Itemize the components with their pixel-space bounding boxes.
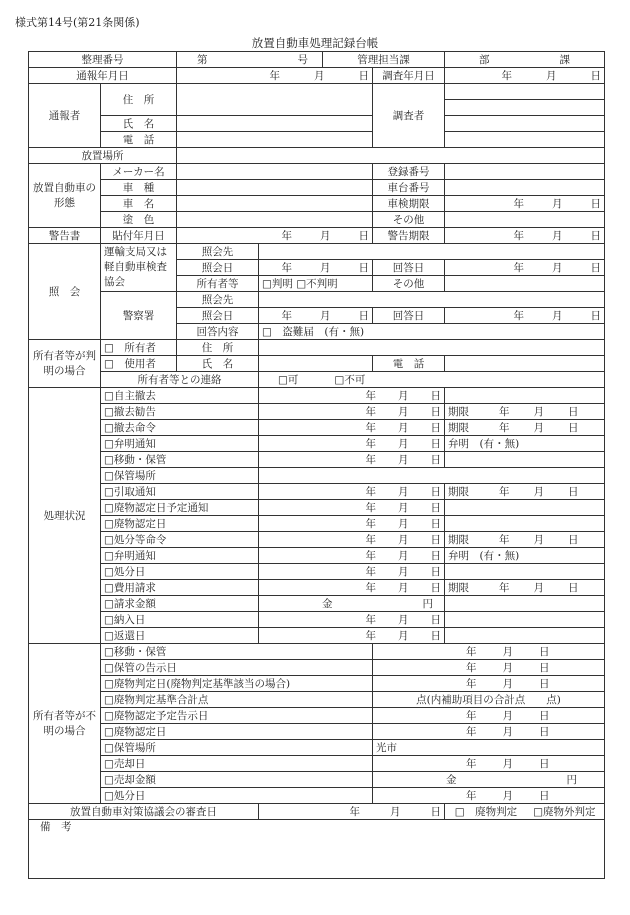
inquiry-dest-label-1: 照会先 [177, 244, 259, 260]
status-item-date[interactable]: 年 月 日 [259, 612, 445, 628]
council-date[interactable]: 年 月 日 [259, 804, 445, 820]
investigator-label: 調査者 [373, 84, 445, 148]
unknown-row [29, 724, 605, 740]
row-reporter-name [29, 116, 605, 132]
answer-date-field-1[interactable]: 年 月 日 [445, 260, 605, 276]
status-row [29, 580, 605, 596]
contact-cannot-checkbox[interactable]: □不可 [334, 373, 366, 386]
unknown-item-value[interactable]: 年 月 日 [373, 756, 605, 772]
status-item-name[interactable]: □撤去勧告 [101, 404, 259, 420]
owner-phone-label: 電 話 [373, 356, 445, 372]
notfound-checkbox[interactable]: □不判明 [296, 277, 338, 290]
vehicle-label: 放置自動車の形態 [29, 164, 101, 228]
status-item-date[interactable]: 年 月 日 [259, 564, 445, 580]
status-item-name[interactable]: □移動・保管 [101, 452, 259, 468]
inquiry-date-label-1: 照会日 [177, 260, 259, 276]
reg-label: 登録番号 [373, 164, 445, 180]
police-label: 警察署 [101, 292, 177, 340]
unknown-row [29, 740, 605, 756]
status-item-tail[interactable] [445, 500, 605, 516]
phone-label: 電 話 [101, 132, 177, 148]
status-item-tail[interactable] [445, 564, 605, 580]
investigator-field-2[interactable] [445, 100, 605, 116]
status-row [29, 516, 605, 532]
unknown-item-value[interactable]: 年 月 日 [373, 788, 605, 804]
status-row [29, 420, 605, 436]
row-report-date [29, 68, 605, 84]
warning-date-field[interactable]: 年 月 日 [177, 228, 373, 244]
investigator-field-1[interactable] [445, 84, 605, 100]
status-item-tail[interactable] [445, 516, 605, 532]
status-item-name[interactable]: □廃物認定日予定通知 [101, 500, 259, 516]
unknown-row [29, 676, 605, 692]
inquiry-label: 照 会 [29, 244, 101, 340]
report-date-field[interactable]: 年 月 日 [177, 68, 373, 84]
unknown-item-name[interactable]: □売却金額 [101, 772, 373, 788]
warning-limit-field[interactable]: 年 月 日 [445, 228, 605, 244]
council-label: 放置自動車対策協議会の審査日 [29, 804, 259, 820]
dept-field[interactable]: 部 課 [445, 52, 605, 68]
survey-date-field[interactable]: 年 月 日 [445, 68, 605, 84]
status-item-name[interactable]: □引取通知 [101, 484, 259, 500]
reporter-phone-field[interactable] [177, 132, 373, 148]
color-field[interactable] [177, 212, 373, 228]
status-item-tail[interactable] [445, 596, 605, 612]
dept-label: 管理担当課 [323, 52, 445, 68]
unknown-item-value[interactable]: 光市 [373, 740, 605, 756]
status-item-tail[interactable]: 期限 年 月 日 [445, 484, 605, 500]
inquiry-other-field[interactable] [445, 276, 605, 292]
status-item-tail[interactable] [445, 612, 605, 628]
maker-label: メーカー名 [101, 164, 177, 180]
unknown-item-name[interactable]: □売却日 [101, 756, 373, 772]
status-item-tail[interactable]: 期限 年 月 日 [445, 580, 605, 596]
type-label: 車 種 [101, 180, 177, 196]
status-item-name[interactable]: □弁明通知 [101, 436, 259, 452]
inquiry-date-field-1[interactable]: 年 月 日 [259, 260, 373, 276]
place-label: 放置場所 [29, 148, 177, 164]
status-item-name[interactable]: □請求金額 [101, 596, 259, 612]
unknown-row [29, 644, 605, 660]
reporter-name-field[interactable] [177, 116, 373, 132]
page-title: 放置自動車処理記録台帳 [251, 36, 379, 50]
status-row [29, 612, 605, 628]
status-row [29, 388, 605, 404]
status-row [29, 468, 605, 484]
waste-checkbox[interactable]: □ 廃物判定 [454, 805, 518, 818]
answer-date-field-2[interactable]: 年 月 日 [445, 308, 605, 324]
unknown-row [29, 756, 605, 772]
status-item-tail[interactable] [445, 628, 605, 644]
report-date-label: 通報年月日 [29, 68, 177, 84]
status-label: 処理状況 [29, 388, 101, 644]
status-item-date[interactable]: 年 月 日 [259, 548, 445, 564]
status-item-tail[interactable]: 期限 年 月 日 [445, 420, 605, 436]
unknown-item-name[interactable]: □廃物判定基準合計点 [101, 692, 373, 708]
remarks-field[interactable] [29, 820, 605, 879]
status-item-date[interactable]: 年 月 日 [259, 388, 445, 404]
status-row [29, 452, 605, 468]
ref-number-label: 整理番号 [29, 52, 177, 68]
unknown-item-value[interactable]: 年 月 日 [373, 676, 605, 692]
found-checkbox[interactable]: □判明 [262, 277, 293, 290]
status-item-name[interactable]: □廃物認定日 [101, 516, 259, 532]
status-item-date[interactable]: 年 月 日 [259, 516, 445, 532]
reg-field[interactable] [445, 164, 605, 180]
unknown-item-value[interactable]: 点(内補助項目の合計点 点) [373, 692, 605, 708]
status-item-date[interactable]: 年 月 日 [259, 532, 445, 548]
unknown-item-value[interactable]: 年 月 日 [373, 660, 605, 676]
status-item-date[interactable]: 年 月 日 [259, 484, 445, 500]
status-item-tail[interactable]: 弁明 (有・無) [445, 548, 605, 564]
chassis-field[interactable] [445, 180, 605, 196]
status-item-name[interactable]: □自主撤去 [101, 388, 259, 404]
status-item-date[interactable]: 年 月 日 [259, 628, 445, 644]
status-row [29, 404, 605, 420]
unknown-item-name[interactable]: □移動・保管 [101, 644, 373, 660]
status-item-date[interactable]: 年 月 日 [259, 580, 445, 596]
status-item-name[interactable]: □弁明通知 [101, 548, 259, 564]
investigator-field-4[interactable] [445, 132, 605, 148]
user-checkbox[interactable]: □ 使用者 [101, 356, 177, 372]
status-item-date[interactable]: 年 月 日 [259, 420, 445, 436]
inspect-date-field[interactable]: 年 月 日 [445, 196, 605, 212]
status-item-date[interactable]: 年 月 日 [259, 500, 445, 516]
unknown-item-name[interactable]: □保管の告示日 [101, 660, 373, 676]
inspect-label: 車検期限 [373, 196, 445, 212]
ledger-table [28, 51, 605, 879]
owner-name-label: 氏 名 [177, 356, 259, 372]
status-item-name[interactable]: □納入日 [101, 612, 259, 628]
status-item-date[interactable]: 年 月 日 [259, 452, 445, 468]
inquiry-date-field-2[interactable]: 年 月 日 [259, 308, 373, 324]
address-label: 住 所 [101, 84, 177, 116]
name-label: 氏 名 [101, 116, 177, 132]
other-label: その他 [373, 212, 445, 228]
contact-can-checkbox[interactable]: □可 [278, 373, 299, 386]
inquiry-dest-field-1[interactable] [259, 244, 605, 260]
unknown-item-value[interactable]: 金 円 [373, 772, 605, 788]
unknown-row [29, 692, 605, 708]
owner-status-field[interactable] [259, 276, 373, 292]
unknown-item-value[interactable]: 年 月 日 [373, 644, 605, 660]
status-row [29, 596, 605, 612]
row-place [29, 148, 605, 164]
record-ledger-form [28, 51, 604, 894]
chassis-label: 車台番号 [373, 180, 445, 196]
contact-label: 所有者等との連絡 [101, 372, 259, 388]
status-row [29, 436, 605, 452]
status-item-name[interactable]: □保管場所 [101, 468, 259, 484]
unknown-row [29, 708, 605, 724]
unknown-row [29, 772, 605, 788]
other-field[interactable] [445, 212, 605, 228]
answer-date-label-1: 回答日 [373, 260, 445, 276]
reporter-address-field[interactable] [177, 84, 373, 116]
unknown-row [29, 788, 605, 804]
unknown-item-value[interactable]: 年 月 日 [373, 708, 605, 724]
owner-checkbox[interactable]: □ 所有者 [101, 340, 177, 356]
unknown-row [29, 660, 605, 676]
council-judgement[interactable] [445, 804, 605, 820]
answer-content-label: 回答内容 [177, 324, 259, 340]
answer-date-label-2: 回答日 [373, 308, 445, 324]
warning-limit-label: 警告期限 [373, 228, 445, 244]
status-item-date[interactable]: 金 円 [259, 596, 445, 612]
status-item-tail[interactable] [445, 452, 605, 468]
row-reporter-phone [29, 132, 605, 148]
owner-unknown-label: 所有者等が不明の場合 [29, 644, 101, 804]
status-row [29, 548, 605, 564]
transport-office-label: 運輸支局又は軽自動車検査協会 [101, 244, 177, 292]
status-item-date[interactable]: 年 月 日 [259, 436, 445, 452]
model-label: 車 名 [101, 196, 177, 212]
unknown-item-name[interactable]: □保管場所 [101, 740, 373, 756]
form-number: 様式第14号(第21条関係) [15, 16, 140, 29]
status-row [29, 564, 605, 580]
status-item-date[interactable] [259, 468, 605, 484]
not-waste-checkbox[interactable]: □廃物外判定 [533, 805, 596, 818]
owner-name-field[interactable] [259, 356, 373, 372]
place-field[interactable] [177, 148, 605, 164]
status-item-tail[interactable]: 期限 年 月 日 [445, 404, 605, 420]
inquiry-other-label: その他 [373, 276, 445, 292]
owner-address-label: 住 所 [177, 340, 259, 356]
maker-field[interactable] [177, 164, 373, 180]
status-item-date[interactable]: 年 月 日 [259, 404, 445, 420]
investigator-field-3[interactable] [445, 116, 605, 132]
remarks-label: 備 考 [40, 821, 72, 833]
inquiry-date-label-2: 照会日 [177, 308, 259, 324]
status-row [29, 500, 605, 516]
unknown-item-name[interactable]: □廃物判定日(廃物判定基準該当の場合) [101, 676, 373, 692]
remarks-row [29, 820, 605, 879]
row-warning [29, 228, 605, 244]
row-ref-number [29, 52, 605, 68]
unknown-item-name[interactable]: □処分日 [101, 788, 373, 804]
council-row [29, 804, 605, 820]
owner-status-label: 所有者等 [177, 276, 259, 292]
reporter-label: 通報者 [29, 84, 101, 148]
owner-phone-field[interactable] [445, 356, 605, 372]
survey-date-label: 調査年月日 [373, 68, 445, 84]
ref-number-field[interactable]: 第 号 [177, 52, 323, 68]
model-field[interactable] [177, 196, 373, 212]
status-item-name[interactable]: □撤去命令 [101, 420, 259, 436]
status-item-tail[interactable]: 弁明 (有・無) [445, 436, 605, 452]
status-item-name[interactable]: □返還日 [101, 628, 259, 644]
status-row [29, 532, 605, 548]
unknown-item-value[interactable]: 年 月 日 [373, 724, 605, 740]
unknown-item-name[interactable]: □廃物認定予定告示日 [101, 708, 373, 724]
type-field[interactable] [177, 180, 373, 196]
warning-date-label: 貼付年月日 [101, 228, 177, 244]
status-item-tail[interactable]: 期限 年 月 日 [445, 532, 605, 548]
contact-field[interactable] [259, 372, 605, 388]
status-item-tail[interactable] [445, 388, 605, 404]
owner-address-field[interactable] [259, 340, 605, 356]
status-item-name[interactable]: □処分等命令 [101, 532, 259, 548]
owner-known-label: 所有者等が判明の場合 [29, 340, 101, 388]
row-reporter-address [29, 84, 605, 100]
warning-label: 警告書 [29, 228, 101, 244]
theft-report-field[interactable]: □ 盗難届 (有・無) [259, 324, 605, 340]
color-label: 塗 色 [101, 212, 177, 228]
status-row [29, 628, 605, 644]
inquiry-dest-label-2: 照会先 [177, 292, 259, 308]
unknown-item-name[interactable]: □廃物認定日 [101, 724, 373, 740]
status-item-name[interactable]: □費用請求 [101, 580, 259, 596]
status-row [29, 484, 605, 500]
status-item-name[interactable]: □処分日 [101, 564, 259, 580]
inquiry-dest-field-2[interactable] [259, 292, 605, 308]
